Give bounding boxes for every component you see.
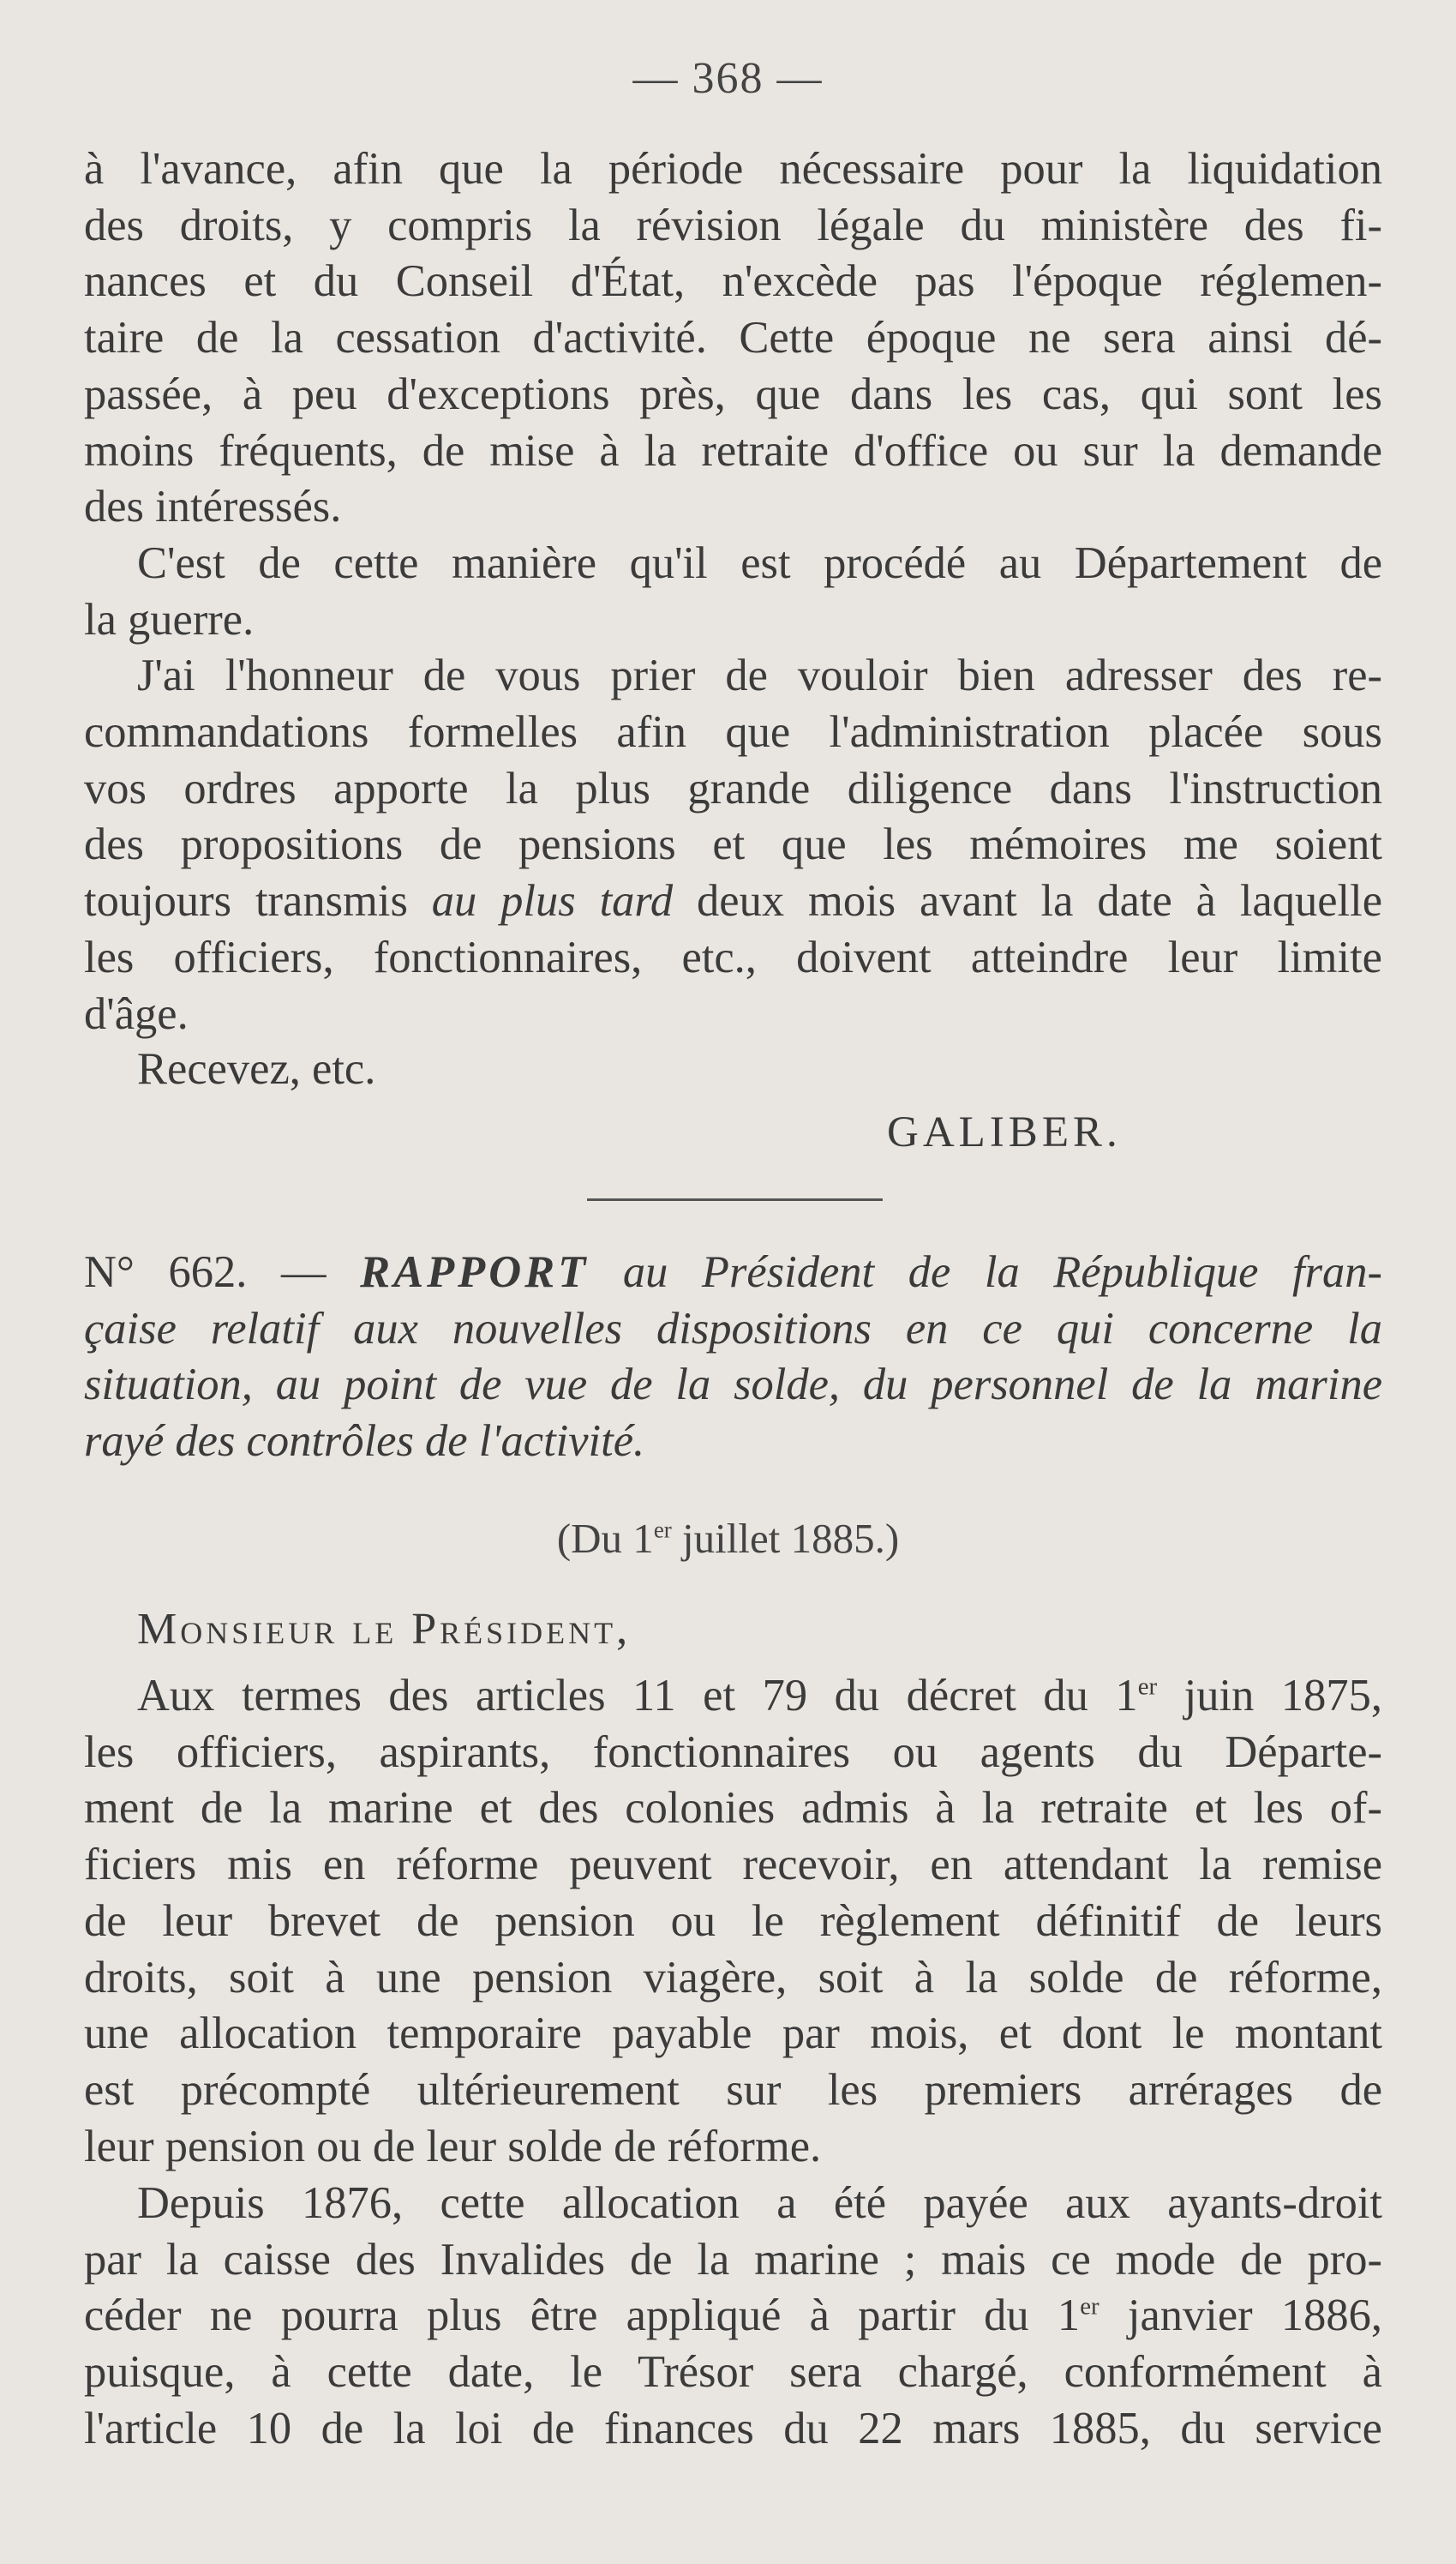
emphasis-text: au plus tard bbox=[431, 876, 674, 927]
text-line: d'âge. bbox=[84, 988, 189, 1039]
text-line: C'est de cette manière qu'il est procédé au Département de bbox=[137, 537, 1382, 588]
text-line bbox=[84, 2288, 1382, 2345]
text-line: leur pension ou de leur solde de réforme. bbox=[84, 2121, 822, 2171]
text-line bbox=[84, 1245, 1382, 1301]
report-kind: RAPPORT bbox=[360, 1247, 590, 1297]
report-number: N° 662. bbox=[84, 1247, 248, 1297]
text-line: les officiers, aspirants, fonctionnaires ou agents du Départe- bbox=[84, 1726, 1382, 1777]
text-line: moins fréquents, de mise à la retraite d'office ou sur la demande bbox=[84, 425, 1382, 476]
text-line: droits, soit à une pension viagère, soit à la solde de réforme, bbox=[84, 1952, 1382, 2003]
text-run: toujours transmis bbox=[84, 876, 432, 927]
text-line: ment de la marine et des colonies admis à la retraite et les of- bbox=[84, 1783, 1382, 1834]
text-line: une allocation temporaire payable par mois, et dont le montant bbox=[84, 2009, 1382, 2059]
text-line: les officiers, fonctionnaires, etc., doivent atteindre leur limite bbox=[84, 932, 1382, 982]
text-line: Depuis 1876, cette allocation a été payée aux ayants-droit bbox=[137, 2178, 1382, 2228]
text-line: rayé des contrôles de l'activité. bbox=[84, 1416, 645, 1467]
text-line: nances et du Conseil d'État, n'excède pas l'époque réglemen- bbox=[84, 256, 1382, 307]
text-line: des intéressés. bbox=[84, 482, 342, 532]
salutation: Monsieur le Président, bbox=[137, 1605, 632, 1654]
text-line: puisque, à cette date, le Trésor sera chargé, conformément à bbox=[84, 2347, 1382, 2398]
report-heading bbox=[84, 1245, 1382, 1470]
text-line: l'article 10 de la loi de finances du 22 mars 1885, du service bbox=[84, 2403, 1382, 2453]
text-line: vos ordres apporte la plus grande diligence dans l'instruction bbox=[84, 763, 1382, 814]
text-line: situation, au point de vue de la solde, du personnel de la marine bbox=[84, 1360, 1382, 1410]
text-run: céder ne pourra plus être appliqué à partir du 1 bbox=[84, 2291, 1081, 2341]
section-divider bbox=[587, 1198, 883, 1201]
report-dash: — bbox=[247, 1247, 361, 1297]
text-line: par la caisse des Invalides de la marine ; mais ce mode de pro- bbox=[84, 2234, 1382, 2285]
text-run: Aux termes des articles 11 et 79 du décret du 1 bbox=[137, 1671, 1138, 1720]
signature-name: GALIBER. bbox=[887, 1108, 1122, 1156]
closing-formula: Recevez, etc. bbox=[137, 1044, 376, 1094]
text-run: deux mois avant la date à laquelle bbox=[673, 876, 1383, 927]
page-number: — 368 — bbox=[632, 54, 824, 103]
superscript: er bbox=[1137, 1672, 1158, 1701]
superscript: er bbox=[653, 1516, 672, 1543]
text-line bbox=[84, 874, 1382, 930]
superscript: er bbox=[1080, 2292, 1099, 2321]
text-run: juin 1875, bbox=[1157, 1671, 1382, 1720]
text-line: la guerre. bbox=[84, 594, 255, 645]
report-date bbox=[0, 1510, 1456, 1567]
text-line: taire de la cessation d'activité. Cette époque ne sera ainsi dé- bbox=[84, 313, 1382, 363]
text-line: de leur brevet de pension ou le règlement définitif de leurs bbox=[84, 1895, 1382, 1946]
text-run: (Du 1 bbox=[556, 1515, 654, 1562]
text-line: des propositions de pensions et que les mémoires me soient bbox=[84, 820, 1382, 870]
text-run: janvier 1886, bbox=[1099, 2291, 1382, 2341]
text-line: J'ai l'honneur de vous prier de vouloir bien adresser des re- bbox=[137, 651, 1382, 701]
text-run: juillet 1885.) bbox=[671, 1515, 900, 1562]
report-body bbox=[84, 1668, 1382, 2175]
text-line: à l'avance, afin que la période nécessaire pour la liquidation bbox=[84, 144, 1382, 194]
report-body-continued bbox=[84, 2176, 1382, 2458]
text-line bbox=[84, 1668, 1382, 1725]
text-line: est précompté ultérieurement sur les premiers arrérages de bbox=[84, 2064, 1382, 2115]
letter-body bbox=[84, 141, 1382, 1042]
text-line: passée, à peu d'exceptions près, que dans les cas, qui sont les bbox=[84, 369, 1382, 419]
text-line: commandations formelles afin que l'administration placée sous bbox=[84, 707, 1382, 758]
text-run: au Président de la République fran- bbox=[589, 1247, 1382, 1297]
text-line: des droits, y compris la révision légale du ministère des fi- bbox=[84, 200, 1382, 250]
text-line: çaise relatif aux nouvelles dispositions en ce qui concerne la bbox=[84, 1303, 1382, 1354]
text-line: ficiers mis en réforme peuvent recevoir, en attendant la remise bbox=[84, 1840, 1382, 1890]
